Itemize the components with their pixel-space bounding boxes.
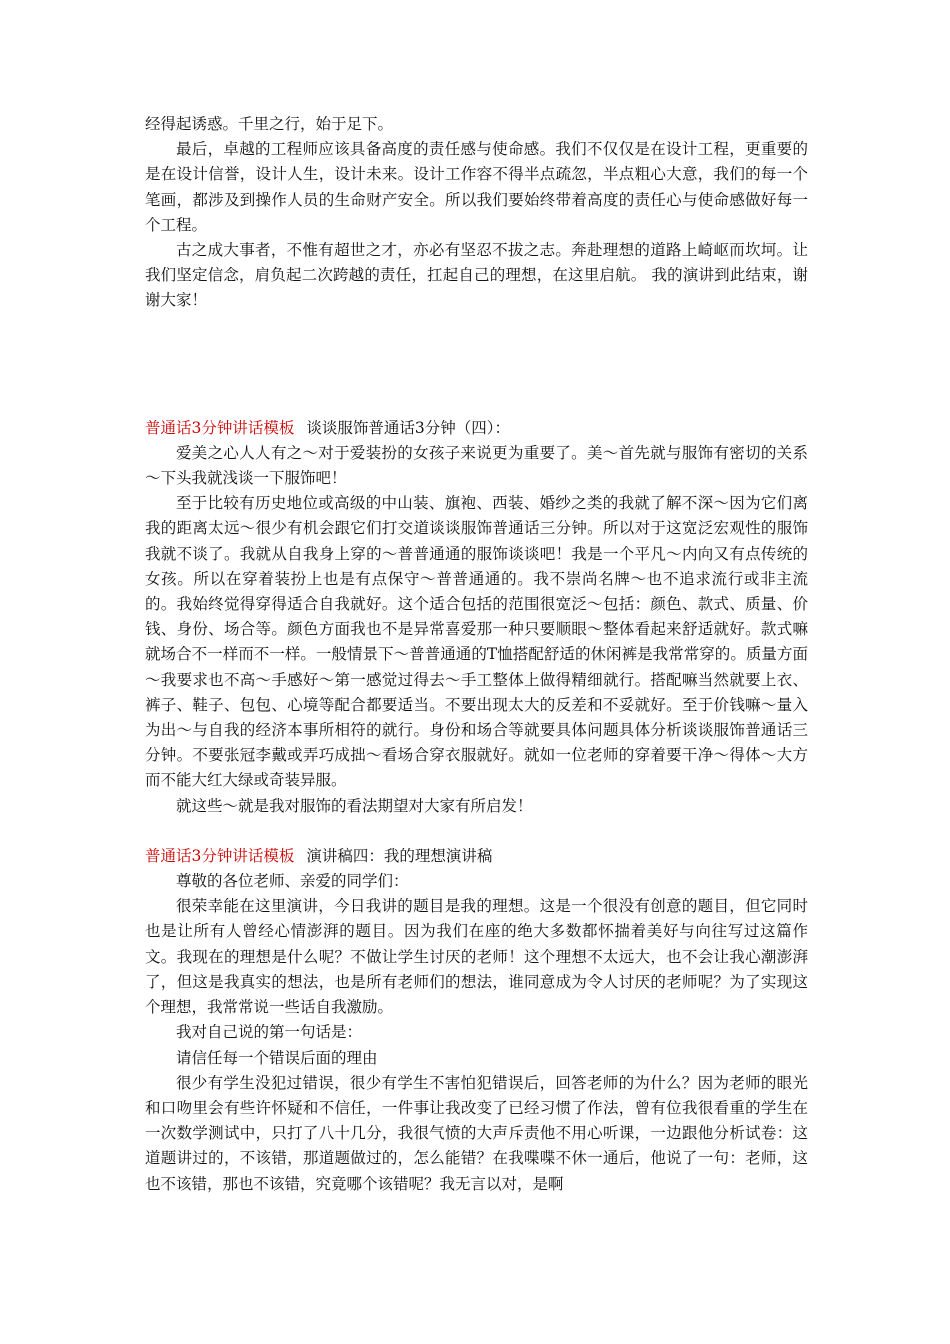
heading-title: 谈谈服饰普通话3分钟（四）： <box>306 418 510 437</box>
section-heading-clothing <box>145 416 808 441</box>
paragraph-story: 很少有学生没犯过错误，很少有学生不害怕犯错误后，回答老师的为什么？因为老师的眼光和口吻里会有些许怀疑和不信任，一件事让我改变了已经习惯了作法，曾有位我很看重的学生在一次数学测试中，只打了八十几分，我很气愤的大声斥责他不用心听课，一边跟他分析试卷：这道题讲过的，不该错，那道题做过的，怎么能错？在我喋喋不休一通后，他说了一句：老师，这也不该错，那也不该错，究竟哪个该错呢？我无言以对，是啊 <box>145 1073 808 1193</box>
heading-template-label: 普通话3分钟讲话模板 <box>145 846 295 865</box>
document-page <box>145 112 808 1197</box>
paragraph-intro: 爱美之心人人有之～对于爱装扮的女孩子来说更为重要了。美～首先就与服饰有密切的关系～下头我就浅谈一下服饰吧！ <box>145 443 808 488</box>
paragraph-continuation: 经得起诱惑。千里之行，始于足下。 <box>145 115 394 133</box>
heading-template-label: 普通话3分钟讲话模板 <box>145 418 295 437</box>
paragraph-responsibility: 最后，卓越的工程师应该具备高度的责任感与使命感。我们不仅仅是在设计工程，更重要的是在设计信誉，设计人生，设计未来。设计工作容不得半点疏忽，半点粗心大意，我们的每一个笔画，都涉及到操作人员的生命财产安全。所以我们要始终带着高度的责任心与使命感做好每一个工程。 <box>145 140 808 234</box>
section-spacer <box>145 314 808 416</box>
paragraph-first-saying: 请信任每一个错误后面的理由 <box>176 1048 378 1067</box>
paragraph-first-saying-intro: 我对自己说的第一句话是： <box>176 1023 363 1042</box>
paragraph-topic: 很荣幸能在这里演讲，今日我讲的题目是我的理想。这是一个很没有创意的题目，但它同时也是让所有人曾经心情澎湃的题目。因为我们在座的绝大多数都怀揣着美好与向往写过这篇作文。我现在的理想是什么呢？不做让学生讨厌的老师！这个理想不太远大，也不会让我心潮澎湃了，但这是我真实的想法，也是所有老师们的想法，谁同意成为令人讨厌的老师呢？为了实现这个理想，我常常说一些话自我激励。 <box>145 897 808 1017</box>
section-heading-ideal <box>145 844 808 869</box>
paragraph-closing: 古之成大事者，不惟有超世之才，亦必有坚忍不拔之志。奔赴理想的道路上崎岖而坎坷。让我们坚定信念，肩负起二次跨越的责任，扛起自己的理想，在这里启航。 我的演讲到此结束，谢谢大家！ <box>145 241 808 310</box>
paragraph-body: 至于比较有历史地位或高级的中山装、旗袍、西装、婚纱之类的我就了解不深～因为它们离我的距离太远～很少有机会跟它们打交道谈谈服饰普通话三分钟。所以对于这宽泛宏观性的服饰我就不谈了。我就从自我身上穿的～普普通通的服饰谈谈吧！我是一个平凡～内向又有点传统的女孩。所以在穿着装扮上也是有点保守～普普通通的。我不崇尚名牌～也不追求流行或非主流的。我始终觉得穿得适合自我就好。这个适合包括的范围很宽泛～包括：颜色、款式、质量、价钱、身份、场合等。颜色方面我也不是异常喜爱那一种只要顺眼～整体看起来舒适就好。款式嘛就场合不一样而不一样。一般情景下～普普通通的T恤搭配舒适的休闲裤是我常常穿的。质量方面～我要求也不高～手感好～第一感觉过得去～手工整体上做得精细就行。搭配嘛当然就要上衣、裤子、鞋子、包包、心境等配合都要适当。不要出现太大的反差和不妥就好。至于价钱嘛～量入为出～与自我的经济本事所相符的就行。身份和场合等就要具体问题具体分析谈谈服饰普通话三分钟。不要张冠李戴或弄巧成拙～看场合穿衣服就好。就如一位老师的穿着要干净～得体～大方而不能大红大绿或奇装异服。 <box>145 494 808 790</box>
paragraph-conclusion: 就这些～就是我对服饰的看法期望对大家有所启发！ <box>176 796 533 815</box>
section-spacer <box>145 819 808 844</box>
paragraph-greeting: 尊敬的各位老师、亲爱的同学们： <box>176 872 409 891</box>
heading-title: 演讲稿四：我的理想演讲稿 <box>306 846 493 865</box>
